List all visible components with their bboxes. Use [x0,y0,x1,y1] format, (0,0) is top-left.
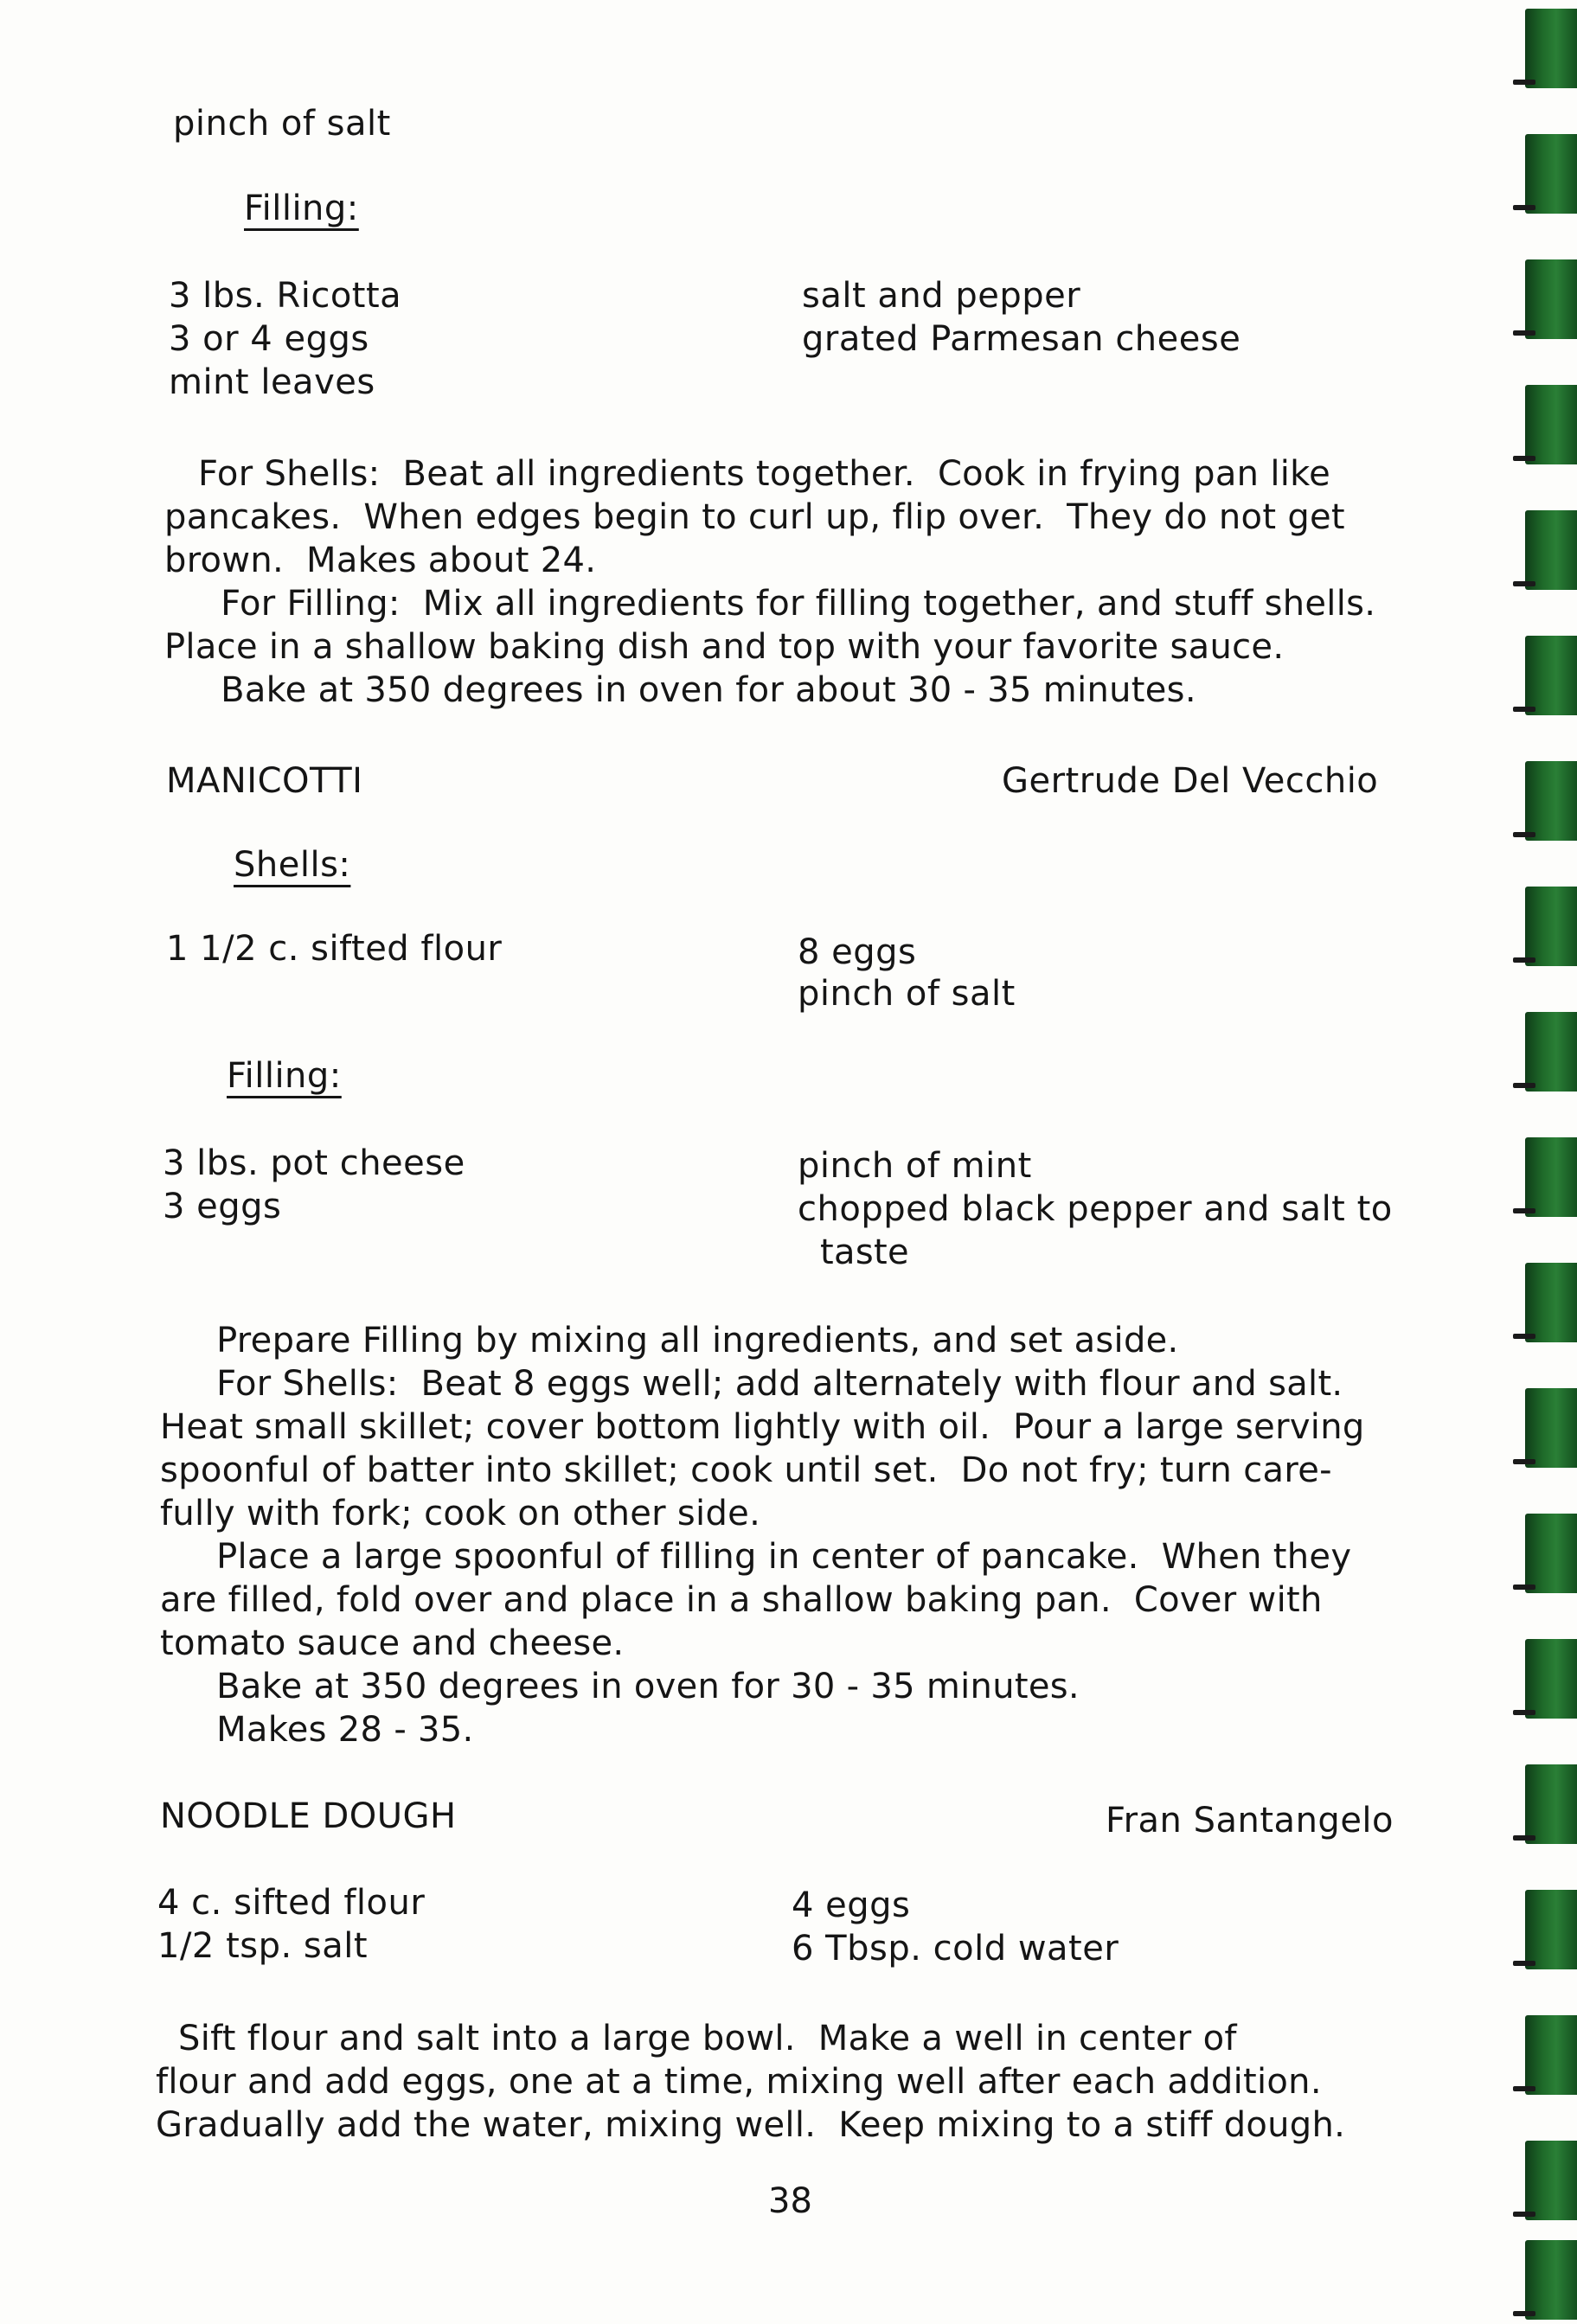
instruction-line: Prepare Filling by mixing all ingredients, and set aside. [160,1321,1179,1360]
ingredient-left: 1/2 tsp. salt [157,1926,369,1966]
binding-coil [1525,1012,1577,1092]
instruction-line: Makes 28 - 35. [160,1710,474,1750]
recipe-title: MANICOTTI [166,761,363,801]
binding-coil [1525,1639,1577,1719]
recipe-title: NOODLE DOUGH [160,1796,457,1836]
page-number: 38 [768,2181,812,2221]
ingredient-right: pinch of salt [798,974,1016,1014]
ingredient-right: pinch of mint [798,1146,1032,1186]
binding-coil [1525,887,1577,966]
instruction-line: Bake at 350 degrees in oven for about 30 - 35 minutes. [164,670,1196,710]
ingredient-right: grated Parmesan cheese [802,319,1241,359]
instruction-line: tomato sauce and cheese. [160,1623,625,1663]
binding-coil [1525,510,1577,590]
binding-coil [1525,1137,1577,1217]
ingredient-left: 3 eggs [163,1187,282,1226]
ingredient-right: salt and pepper [802,276,1081,316]
instruction-line: are filled, fold over and place in a shallow baking pan. Cover with [160,1580,1323,1620]
binding-coil [1525,1890,1577,1969]
ingredient-right: 4 eggs [792,1885,911,1925]
binding-coil [1525,385,1577,464]
instruction-line: brown. Makes about 24. [164,541,597,580]
instruction-line: flour and add eggs, one at a time, mixing well after each addition. [156,2062,1322,2102]
filling-heading: Filling: [227,1056,342,1096]
instruction-line: For Shells: Beat 8 eggs well; add alternately with flour and salt. [160,1364,1343,1404]
instruction-line: Bake at 350 degrees in oven for 30 - 35 minutes. [160,1667,1080,1706]
ingredient-right: taste [798,1232,909,1272]
instruction-line: Heat small skillet; cover bottom lightly with oil. Pour a large serving [160,1407,1365,1447]
binding-coil [1525,761,1577,841]
binding-coil [1525,2240,1577,2320]
binding-coil [1525,1388,1577,1468]
instruction-line: Place a large spoonful of filling in center of pancake. When they [160,1537,1352,1577]
ingredient-left: 4 c. sifted flour [157,1883,426,1923]
binding-coil [1525,134,1577,214]
recipe-author: Fran Santangelo [1106,1801,1394,1841]
instruction-line: Gradually add the water, mixing well. Keep mixing to a stiff dough. [156,2105,1346,2145]
ingredient-left: 3 lbs. pot cheese [163,1143,465,1183]
top-ingredient-line: pinch of salt [173,104,391,144]
filling-heading: Filling: [244,189,359,228]
binding-coil [1525,2141,1577,2220]
binding-coil [1525,2015,1577,2095]
ingredient-left: 3 or 4 eggs [169,319,369,359]
instruction-line: Sift flour and salt into a large bowl. Make a well in center of [156,2019,1237,2058]
ingredient-right: 8 eggs [798,932,917,972]
instruction-line: For Shells: Beat all ingredients together. Cook in frying pan like [164,454,1331,494]
binding-coil [1525,9,1577,88]
recipe-author: Gertrude Del Vecchio [1002,761,1379,801]
instruction-line: spoonful of batter into skillet; cook until set. Do not fry; turn care- [160,1450,1332,1490]
shells-heading: Shells: [234,845,351,885]
instruction-line: For Filling: Mix all ingredients for filling together, and stuff shells. [164,584,1376,624]
binding-coil [1525,636,1577,715]
instruction-line: pancakes. When edges begin to curl up, flip over. They do not get [164,497,1345,537]
binding-coil [1525,259,1577,339]
ingredient-left: 1 1/2 c. sifted flour [166,929,503,969]
spiral-binding [1510,0,1577,2324]
binding-coil [1525,1514,1577,1593]
binding-coil [1525,1764,1577,1844]
ingredient-left: mint leaves [169,362,375,402]
instruction-line: fully with fork; cook on other side. [160,1494,761,1533]
instruction-line: Place in a shallow baking dish and top with your favorite sauce. [164,627,1285,667]
ingredient-left: 3 lbs. Ricotta [169,276,402,316]
binding-coil [1525,1263,1577,1342]
ingredient-right: 6 Tbsp. cold water [792,1929,1119,1969]
ingredient-right: chopped black pepper and salt to [798,1189,1393,1229]
